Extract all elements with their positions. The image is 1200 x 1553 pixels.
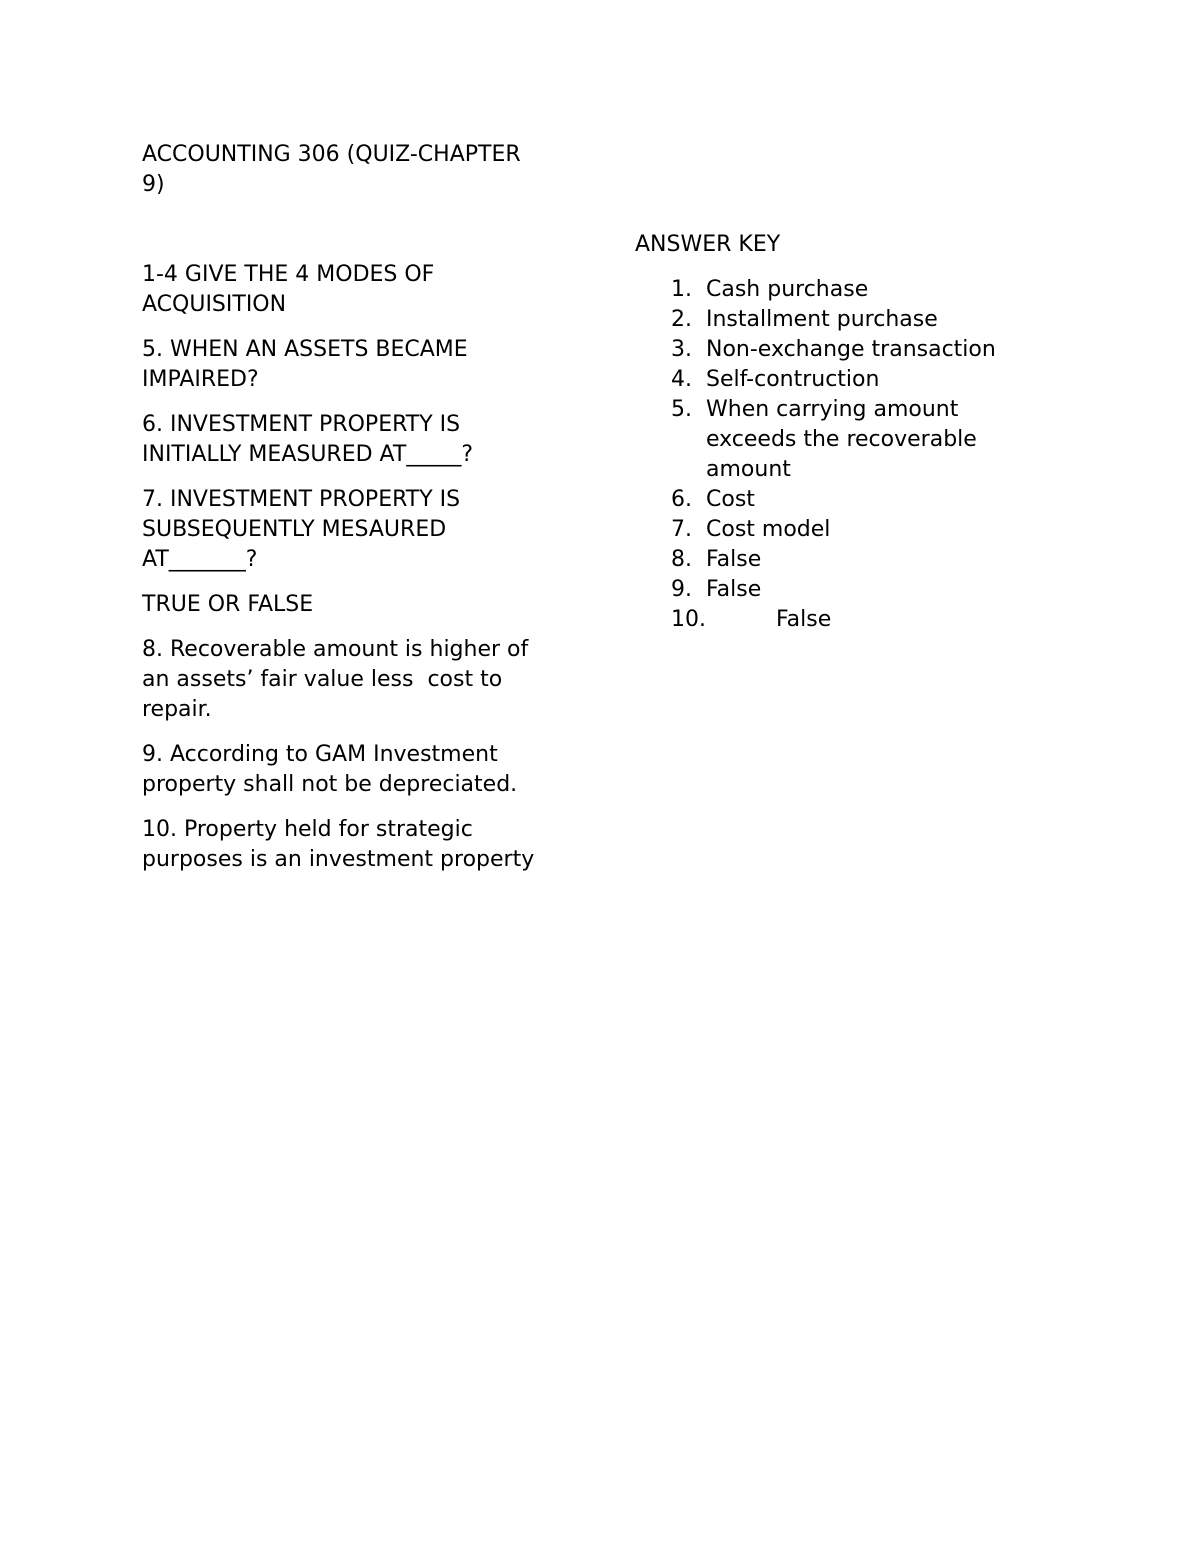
- quiz-title: [142, 140, 572, 200]
- question-9: [142, 740, 572, 800]
- answer-text: Non-exchange transaction: [706, 337, 996, 362]
- answer-text: Cash purchase: [706, 277, 869, 302]
- answer-number: 5.: [671, 397, 692, 422]
- answer-text: False: [706, 577, 762, 602]
- answer-number: 7.: [671, 517, 692, 542]
- quiz-title-line: ACCOUNTING 306 (QUIZ-CHAPTER: [142, 142, 521, 167]
- answer-item: [635, 515, 1065, 545]
- question-line: 5. WHEN AN ASSETS BECAME: [142, 337, 468, 362]
- question-line: 8. Recoverable amount is higher of: [142, 637, 529, 662]
- answer-number: 1.: [671, 277, 692, 302]
- answer-number: 10.: [671, 607, 706, 632]
- answer-number: 3.: [671, 337, 692, 362]
- answer-item: [635, 305, 1065, 335]
- answer-number: 6.: [671, 487, 692, 512]
- answer-item: [635, 575, 1065, 605]
- question-line: purposes is an investment property: [142, 847, 535, 872]
- answer-text: False: [706, 547, 762, 572]
- answer-number: 4.: [671, 367, 692, 392]
- answer-item: [635, 335, 1065, 365]
- question-8: [142, 635, 572, 725]
- answer-text: exceeds the recoverable: [706, 427, 977, 452]
- answer-item: [635, 365, 1065, 395]
- question-line: 6. INVESTMENT PROPERTY IS: [142, 412, 461, 437]
- question-line: INITIALLY MEASURED AT_____?: [142, 442, 474, 467]
- question-line: repair.: [142, 697, 212, 722]
- question-line: SUBSEQUENTLY MESAURED: [142, 517, 447, 542]
- question-line: 10. Property held for strategic: [142, 817, 473, 842]
- question-line: an assets’ fair value less cost to: [142, 667, 503, 692]
- answer-text: amount: [706, 457, 791, 482]
- question-6: [142, 410, 572, 470]
- question-1-4: [142, 260, 572, 320]
- question-line: property shall not be depreciated.: [142, 772, 518, 797]
- answer-number: 8.: [671, 547, 692, 572]
- quiz-column: [142, 140, 572, 890]
- answer-text: Cost: [706, 487, 755, 512]
- answer-key-title: ANSWER KEY: [635, 232, 781, 257]
- question-line: 7. INVESTMENT PROPERTY IS: [142, 487, 461, 512]
- answer-text: False: [776, 607, 832, 632]
- answer-text: When carrying amount: [706, 397, 959, 422]
- quiz-title-line: 9): [142, 172, 165, 197]
- answer-number: 2.: [671, 307, 692, 332]
- answer-key-column: [635, 230, 1065, 635]
- section-heading: TRUE OR FALSE: [142, 592, 314, 617]
- answer-text: Self-contruction: [706, 367, 880, 392]
- answer-text: Cost model: [706, 517, 831, 542]
- answer-item: [635, 545, 1065, 575]
- answer-number: 9.: [671, 577, 692, 602]
- question-line: AT_______?: [142, 547, 258, 572]
- question-line: IMPAIRED?: [142, 367, 259, 392]
- answer-item: [635, 275, 1065, 305]
- section-true-or-false: [142, 590, 572, 620]
- question-line: 1-4 GIVE THE 4 MODES OF: [142, 262, 435, 287]
- question-line: ACQUISITION: [142, 292, 287, 317]
- question-10: [142, 815, 572, 875]
- answer-item: [635, 395, 1065, 485]
- answer-text: Installment purchase: [706, 307, 938, 332]
- question-5: [142, 335, 572, 395]
- answer-item: [635, 485, 1065, 515]
- question-line: 9. According to GAM Investment: [142, 742, 498, 767]
- question-7: [142, 485, 572, 575]
- answer-item: [635, 605, 1065, 635]
